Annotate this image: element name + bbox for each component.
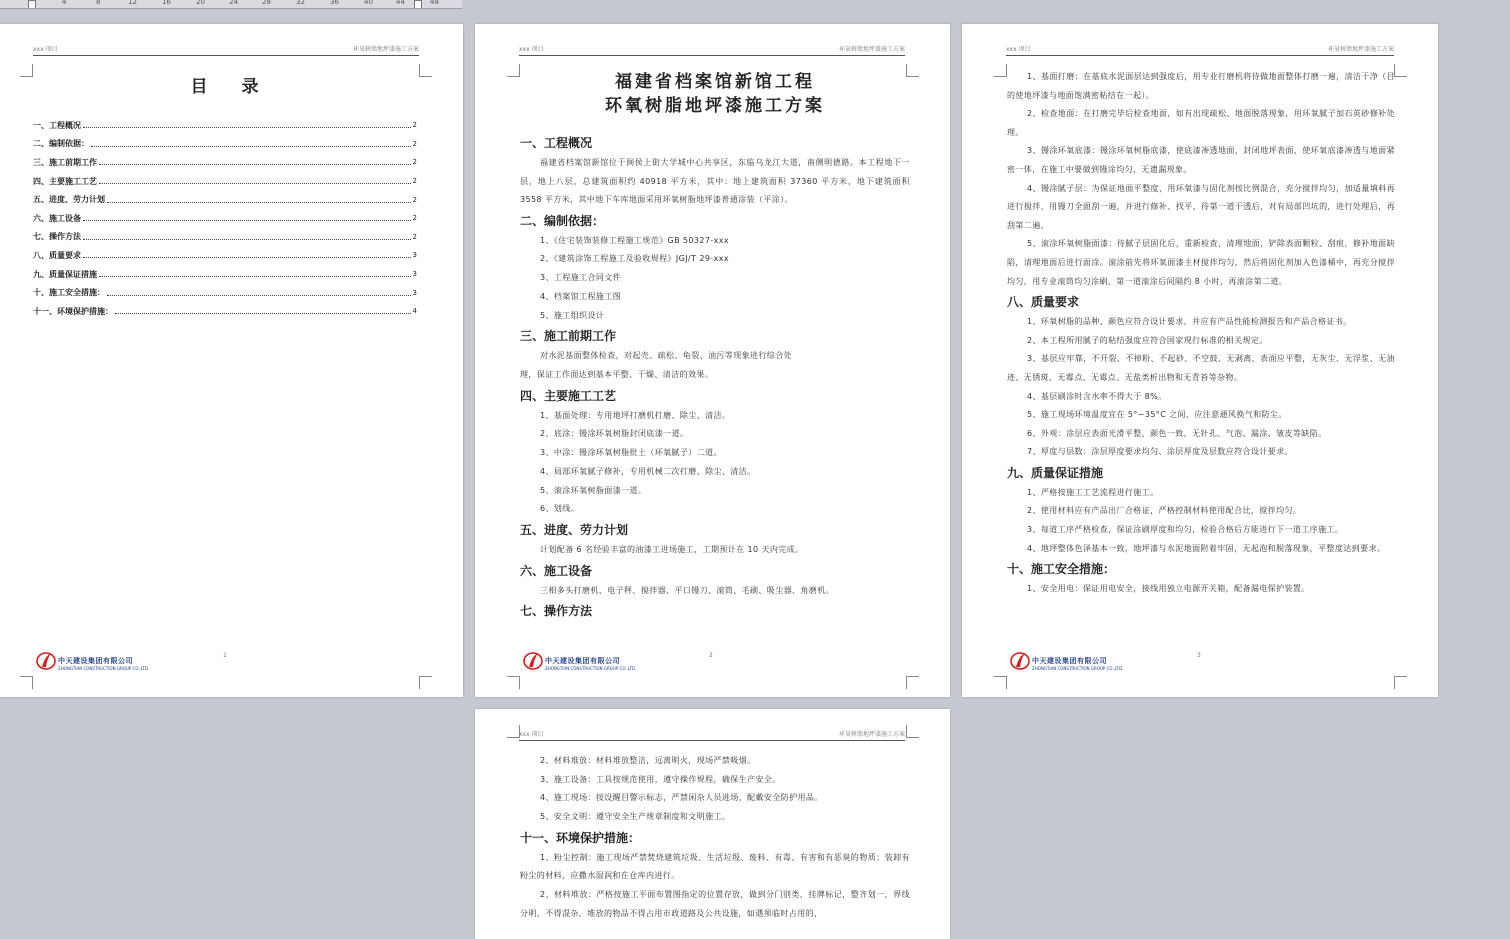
header-project: xxx 项目 xyxy=(519,731,544,738)
toc-entry[interactable] xyxy=(33,172,417,191)
paragraph: 2、检查地面：在打磨完毕后检查地面，如有出现疏松、地面脱落现象，用环氧腻子加石英砂修补处理。 xyxy=(1007,109,1395,137)
toc-leader xyxy=(99,163,411,165)
page-3[interactable] xyxy=(962,24,1438,697)
section-heading: 五、进度、劳力计划 xyxy=(520,522,629,537)
page-header xyxy=(33,46,419,56)
toc-entry-page: 2 xyxy=(412,232,417,241)
paragraph: 计划配备 6 名经验丰富的油漆工进场施工，工期预计在 10 天内完成。 xyxy=(540,544,804,554)
page-2-body xyxy=(520,70,910,622)
company-logo-icon xyxy=(36,650,56,670)
toc-entry[interactable] xyxy=(33,283,417,302)
ruler-tick: 8 xyxy=(96,0,101,6)
header-doc-title: 环氧树脂地坪漆施工方案 xyxy=(1327,46,1394,53)
list-item: 6、划线。 xyxy=(540,504,580,514)
company-name-en: ZHONGTIAN CONSTRUCTION GROUP CO.,LTD. xyxy=(545,666,637,671)
toc-entry-page: 4 xyxy=(412,307,417,316)
ruler-tick: 28 xyxy=(262,0,271,6)
section-heading: 六、施工设备 xyxy=(520,563,593,578)
page-1[interactable] xyxy=(0,24,463,697)
page-number: 2 xyxy=(709,652,713,659)
section-heading: 三、施工前期工作 xyxy=(520,329,617,344)
toc-leader xyxy=(91,145,411,147)
toc-entry-label: 六、施工设备 xyxy=(33,213,81,223)
toc-entry-label: 九、质量保证措施 xyxy=(33,269,97,279)
toc-leader xyxy=(115,312,411,314)
toc-entry[interactable] xyxy=(33,153,417,172)
toc-leader xyxy=(83,219,411,221)
paragraph: 三相多头打磨机、电子秤、搅拌器、平口镘刀、滚筒、毛刷、吸尘器、角磨机。 xyxy=(540,585,834,595)
header-project: xxx 项目 xyxy=(519,46,544,53)
toc-entry-page: 3 xyxy=(412,251,417,260)
toc-entry-page: 2 xyxy=(412,139,417,148)
company-logo xyxy=(36,650,176,676)
toc-entry-page: 2 xyxy=(412,121,417,130)
section-heading: 八、质量要求 xyxy=(1007,295,1080,310)
toc-entry[interactable] xyxy=(33,228,417,247)
company-logo xyxy=(523,650,663,676)
paragraph: 理，保证工作面达到基本平整、干燥、清洁的效果。 xyxy=(520,370,714,379)
toc-entry[interactable] xyxy=(33,116,417,135)
toc-entry-label: 一、工程概况 xyxy=(33,120,81,130)
toc-entry-label: 七、操作方法 xyxy=(33,232,81,242)
margin-corner xyxy=(507,676,520,689)
list-item: 5、施工组织设计 xyxy=(540,310,605,320)
margin-corner xyxy=(1394,676,1407,689)
header-project: xxx 项目 xyxy=(33,46,58,53)
list-item: 3、施工设备：工具按规范使用，遵守操作规程，确保生产安全。 xyxy=(540,774,781,784)
toc-leader xyxy=(107,294,411,296)
header-doc-title: 环氧树脂地坪漆施工方案 xyxy=(838,731,905,738)
ruler-tick: 48 xyxy=(430,0,439,6)
list-item: 1、基面处理：专用地坪打磨机打磨、除尘、清洁。 xyxy=(540,410,731,420)
toc-entry-page: 2 xyxy=(412,177,417,186)
company-name-cn: 中天建设集团有限公司 xyxy=(1032,657,1107,665)
list-item: 2、底涂：镘涂环氧树脂封闭底漆一道。 xyxy=(540,429,689,439)
list-item: 3、每道工序严格检查，保证涂刷厚度和均匀，检验合格后方能进行下一道工序施工。 xyxy=(1027,525,1344,535)
margin-corner xyxy=(994,676,1007,689)
header-project: xxx 项目 xyxy=(1006,46,1031,53)
list-item: 7、厚度与层数：涂层厚度要求均匀、涂层厚度及层数应符合设计要求。 xyxy=(1027,447,1293,457)
page-number: 1 xyxy=(223,652,227,659)
list-item: 2、材料堆放：材料堆放整洁，远离明火，现场严禁吸烟。 xyxy=(540,756,756,765)
margin-corner xyxy=(906,725,919,738)
toc-entry[interactable] xyxy=(33,135,417,154)
toc-entry-page: 2 xyxy=(412,214,417,223)
toc-entry-label: 八、质量要求 xyxy=(33,250,81,260)
toc-title: 目 录 xyxy=(190,77,273,97)
horizontal-ruler[interactable] xyxy=(0,0,462,9)
margin-corner xyxy=(419,676,432,689)
toc-entry[interactable] xyxy=(33,246,417,265)
toc-leader xyxy=(107,201,411,203)
ruler-tick: 20 xyxy=(196,0,205,6)
toc-entry-label: 三、施工前期工作 xyxy=(33,157,97,167)
list-item: 1、《住宅装饰装修工程施工规范》GB 50327-xxx xyxy=(540,235,730,245)
toc-entry-label: 十一、环境保护措施： xyxy=(33,306,113,316)
list-item: 2、本工程所用腻子的粘结强度应符合国家现行标准的相关规定。 xyxy=(1027,335,1268,345)
list-item: 4、基层刷涂时含水率不得大于 8%。 xyxy=(1027,391,1167,401)
toc-entry[interactable] xyxy=(33,265,417,284)
list-item: 4、地坪整体色泽基本一致，地坪漆与水泥地面附着牢固，无起泡和脱落现象，平整度达到要求。 xyxy=(1027,543,1386,553)
paragraph: 4、镘涂腻子层：为保证地面平整度，用环氧漆与固化剂按比例混合，充分搅拌均匀，加适量填料再进行搅拌，用镘刀全面刮一遍，并进行修补、找平，待第一道干透后，对有局部凹坑的，进行处理后，再刮第二遍。 xyxy=(1007,183,1395,230)
page-header xyxy=(519,46,905,56)
list-item: 5、安全文明：遵守安全生产规章制度和文明施工。 xyxy=(540,812,731,822)
company-name-en: ZHONGTIAN CONSTRUCTION GROUP CO.,LTD. xyxy=(1032,666,1124,671)
section-heading: 十一、环境保护措施： xyxy=(520,830,641,845)
indent-marker-right[interactable] xyxy=(414,0,422,9)
list-item: 3、基层应牢靠，不开裂、不掉粉、不起砂、不空鼓、无剥离，表面应平整，无灰尘、无浮浆、无油迹、无锈斑、无霉点、无霉点、无盐类析出物和无青苔等杂物。 xyxy=(1007,354,1395,382)
company-logo-icon xyxy=(523,650,543,670)
list-item: 1、安全用电：保证用电安全，接线用独立电源开关箱，配备漏电保护装置。 xyxy=(1027,584,1310,594)
page-header xyxy=(1006,46,1394,56)
toc-leader xyxy=(83,256,411,258)
list-item: 3、工程施工合同文件 xyxy=(540,273,622,283)
list-item: 6、外观：涂层应表面光滑平整，颜色一致，无针孔、气泡、漏涂、皱皮等缺陷。 xyxy=(1027,428,1327,438)
ruler-tick: 4 xyxy=(62,0,67,6)
ruler-tick: 32 xyxy=(296,0,305,6)
margin-corner xyxy=(20,676,33,689)
doc-title-line-1: 福建省档案馆新馆工程 xyxy=(615,72,815,92)
list-item: 2、《建筑涂饰工程施工及验收规程》JGJ/T 29-xxx xyxy=(540,254,730,264)
indent-marker-left[interactable] xyxy=(28,0,36,9)
list-item: 2、材料堆放：严格按施工平面布置图指定的位置存放，做到分门别类，挂牌标记，整齐划一，界线分明，不得混杂，堆放的物品不得占用市政道路及公共设施，如遇须临时占用的， xyxy=(520,890,910,918)
margin-corner xyxy=(1394,64,1407,77)
section-heading: 十、施工安全措施： xyxy=(1007,562,1116,577)
toc-entry[interactable] xyxy=(33,209,417,228)
list-item: 3、中涂：镘涂环氧树脂批土（环氧腻子）二道。 xyxy=(540,448,722,458)
toc-leader xyxy=(83,126,411,128)
page-4[interactable] xyxy=(475,709,950,939)
header-doc-title: 环氧树脂地坪漆施工方案 xyxy=(352,46,419,53)
list-item: 5、施工现场环境温度宜在 5°~35°C 之间，应注意通风换气和防尘。 xyxy=(1027,410,1287,420)
ruler-tick: 12 xyxy=(128,0,137,6)
paragraph: 1、基面打磨：在基底水泥面层达到强度后，用专业打磨机将待做地面整体打磨一遍，清洁干净（目的使地坪漆与地面饱满密粘结在一起）。 xyxy=(1007,72,1395,100)
ruler-tick: 44 xyxy=(396,0,405,6)
table-of-contents xyxy=(33,116,417,321)
paragraph: 3、镘涂环氧底漆：镘涂环氧树脂底漆，使底漆渗透地面，封闭地坪表面，使环氧底漆渗透与地面紧密一体，在施工中要做到镘涂均匀，无遗漏现象。 xyxy=(1007,146,1395,174)
toc-entry-page: 2 xyxy=(412,195,417,204)
list-item: 2、使用材料应有产品出厂合格证，严格控制材料使用配合比，搅拌均匀。 xyxy=(1027,506,1302,516)
list-item: 4、局部环氧腻子修补，专用机械二次打磨、除尘、清洁。 xyxy=(540,466,756,476)
ruler-tick: 36 xyxy=(330,0,339,6)
list-item: 1、环氧树脂的品种、颜色应符合设计要求，并应有产品性能检测报告和产品合格证书。 xyxy=(1027,317,1352,327)
section-heading: 一、工程概况 xyxy=(520,136,593,150)
toc-entry[interactable] xyxy=(33,302,417,321)
toc-leader xyxy=(83,238,411,240)
ruler-tick: 24 xyxy=(229,0,238,6)
margin-corner xyxy=(507,64,520,77)
paragraph: 5、滚涂环氧树脂面漆：待腻子层固化后，重新检查，清理地面，铲除表面颗粒、刮痕，修补地面缺陷，清理地面后进行面涂。滚涂前先将环氧面漆主材搅拌均匀，然后将固化剂加入色漆桶中，再充分搅拌均匀，用专业滚筒均匀涂刷，第一道滚涂后间隔约 8 小时，再滚涂第二道。 xyxy=(1007,239,1395,286)
company-logo xyxy=(1010,650,1150,676)
toc-entry-page: 2 xyxy=(412,158,417,167)
doc-title-line-2: 环氧树脂地坪漆施工方案 xyxy=(605,96,825,116)
ruler-tick: 16 xyxy=(162,0,171,6)
page-number: 3 xyxy=(1197,652,1201,659)
toc-entry-label: 二、编制依据： xyxy=(33,139,89,149)
paragraph: 福建省档案馆新馆位于闽侯上街大学城中心共享区，东临乌龙江大道，南侧明德路。本工程地下一层，地上八层，总建筑面积约 40918 平方米，其中：地上建筑面积 37360 平方米，地下建筑面积 3558 平方米，其中地下车库地面采用环氧树脂地坪漆普通涂装（平涂）。 xyxy=(520,158,910,205)
toc-leader xyxy=(99,182,411,184)
toc-entry-page: 3 xyxy=(412,288,417,297)
company-name-cn: 中天建设集团有限公司 xyxy=(545,657,620,665)
page-4-body xyxy=(520,752,910,923)
company-name-en: ZHONGTIAN CONSTRUCTION GROUP CO.,LTD. xyxy=(58,666,150,671)
toc-entry-label: 十、施工安全措施： xyxy=(33,288,105,298)
company-logo-icon xyxy=(1010,650,1030,670)
list-item: 5、滚涂环氧树脂面漆一道。 xyxy=(540,485,647,495)
toc-entry-page: 3 xyxy=(412,270,417,279)
margin-corner xyxy=(906,676,919,689)
page-3-body xyxy=(1007,68,1395,599)
list-item: 1、粉尘控制：施工现场严禁焚烧建筑垃圾、生活垃圾、废料、有毒、有害和有恶臭的物质；装卸有粉尘的材料，应撒水湿润和在仓库内进行。 xyxy=(520,852,910,881)
section-heading: 四、主要施工工艺 xyxy=(520,388,617,403)
page-header xyxy=(519,731,905,741)
toc-entry-label: 四、主要施工工艺 xyxy=(33,176,97,186)
ruler-tick: 40 xyxy=(364,0,373,6)
section-heading: 七、操作方法 xyxy=(520,604,593,619)
page-2[interactable] xyxy=(475,24,950,697)
toc-entry-label: 五、进度、劳力计划 xyxy=(33,195,105,205)
margin-corner xyxy=(994,64,1007,77)
toc-entry[interactable] xyxy=(33,190,417,209)
list-item: 4、施工现场：按设醒目警示标志，严禁闲杂人员进场，配戴安全防护用品。 xyxy=(540,793,823,803)
list-item: 1、严格按施工工艺流程进行施工。 xyxy=(1027,487,1159,497)
list-item: 4、档案馆工程施工图 xyxy=(540,291,622,301)
section-heading: 九、质量保证措施 xyxy=(1007,465,1104,480)
toc-leader xyxy=(99,275,411,277)
section-heading: 二、编制依据： xyxy=(520,213,605,228)
header-doc-title: 环氧树脂地坪漆施工方案 xyxy=(838,46,905,53)
company-name-cn: 中天建设集团有限公司 xyxy=(58,657,133,665)
paragraph: 对水泥基面整体检查，对起壳、疏松、龟裂、油污等现象进行综合处 xyxy=(540,351,792,361)
